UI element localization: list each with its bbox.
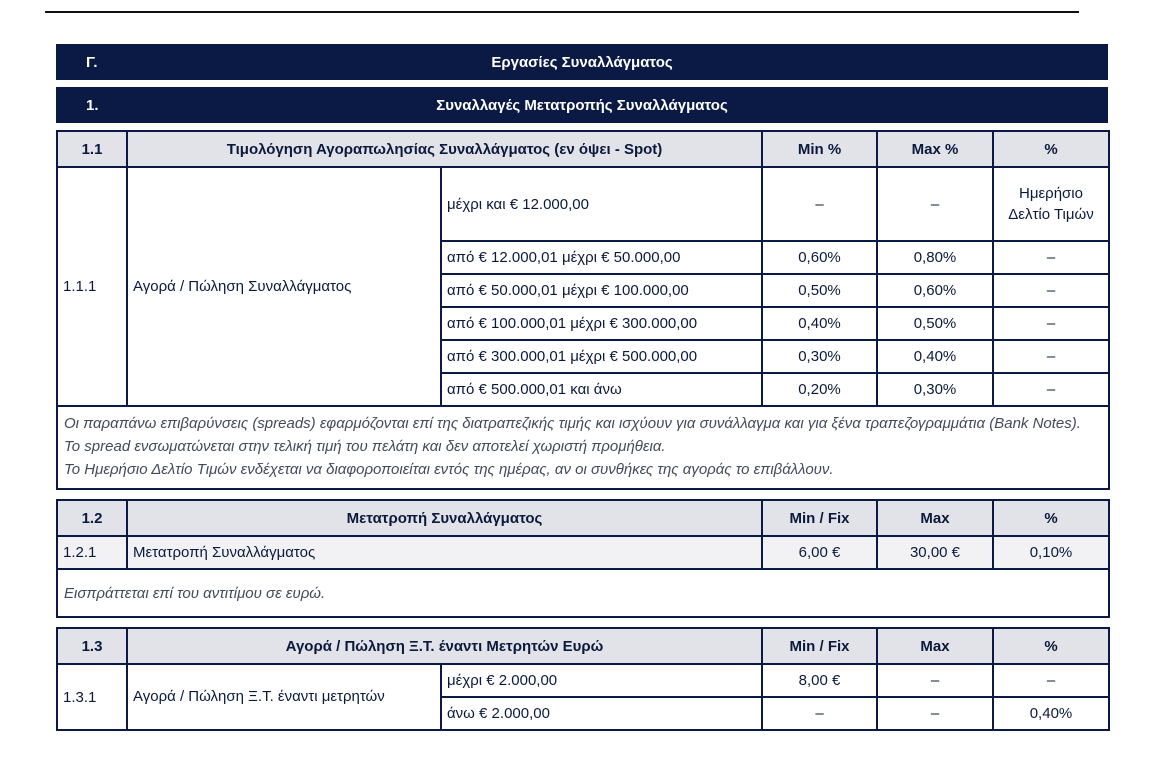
- table-1-1: [56, 130, 1110, 490]
- col-min: Min %: [762, 131, 877, 167]
- row-label: Μετατροπή Συναλλάγματος: [127, 536, 762, 569]
- row-code: 1.2.1: [57, 536, 127, 569]
- min-cell: 8,00 €: [762, 664, 877, 697]
- section-title: Συναλλαγές Μετατροπής Συναλλάγματος: [436, 96, 728, 114]
- table-row: [57, 664, 1109, 697]
- min-cell: –: [762, 697, 877, 730]
- row-label: Αγορά / Πώληση Ξ.Τ. έναντι μετρητών: [127, 664, 441, 730]
- table-row: [57, 536, 1109, 569]
- max-cell: 0,40%: [877, 340, 993, 373]
- notes-row: [57, 406, 1109, 489]
- pct-cell: –: [993, 664, 1109, 697]
- col-code: 1.1: [57, 131, 127, 167]
- min-cell: –: [762, 167, 877, 241]
- max-cell: 30,00 €: [877, 536, 993, 569]
- note-text: Το Ημερήσιο Δελτίο Τιμών ενδέχεται να διαφοροποιείται εντός της ημέρας, αν οι συνθήκες της αγοράς το επιβάλλουν.: [64, 461, 834, 478]
- col-pct: %: [993, 131, 1109, 167]
- min-cell: 0,50%: [762, 274, 877, 307]
- section-code: Γ.: [86, 53, 98, 71]
- notes-row: [57, 569, 1109, 617]
- min-cell: 0,40%: [762, 307, 877, 340]
- col-max: Max: [877, 500, 993, 536]
- table-header: [57, 628, 1109, 664]
- section-code: 1.: [86, 96, 99, 114]
- pct-cell: –: [993, 340, 1109, 373]
- max-cell: 0,30%: [877, 373, 993, 406]
- table-header: [57, 131, 1109, 167]
- range-cell: από € 12.000,01 μέχρι € 50.000,00: [441, 241, 762, 274]
- note-text: Εισπράττεται επί του αντιτίμου σε ευρώ.: [57, 569, 1109, 617]
- range-cell: μέχρι και € 12.000,00: [441, 167, 762, 241]
- pct-cell: Ημερήσιο Δελτίο Τιμών: [993, 167, 1109, 241]
- range-cell: μέχρι € 2.000,00: [441, 664, 762, 697]
- pct-cell: –: [993, 274, 1109, 307]
- pct-cell: 0,40%: [993, 697, 1109, 730]
- table-header: [57, 500, 1109, 536]
- col-title: Μετατροπή Συναλλάγματος: [127, 500, 762, 536]
- note-text: Οι παραπάνω επιβαρύνσεις (spreads) εφαρμόζονται επί της διατραπεζικής τιμής και ισχύουν για συνάλλαγμα και για ξένα τραπεζογραμμάτια (Bank Notes).: [64, 415, 1081, 432]
- section-header-c: [56, 44, 1108, 80]
- row-code: 1.3.1: [57, 664, 127, 730]
- pct-cell: –: [993, 373, 1109, 406]
- max-cell: –: [877, 664, 993, 697]
- col-title: Τιμολόγηση Αγοραπωλησίας Συναλλάγματος (εν όψει - Spot): [127, 131, 762, 167]
- section-header-1: [56, 87, 1108, 123]
- max-cell: –: [877, 697, 993, 730]
- col-title: Αγορά / Πώληση Ξ.Τ. έναντι Μετρητών Ευρώ: [127, 628, 762, 664]
- max-cell: 0,80%: [877, 241, 993, 274]
- col-pct: %: [993, 500, 1109, 536]
- section-title: Εργασίες Συναλλάγματος: [491, 53, 673, 71]
- max-cell: 0,50%: [877, 307, 993, 340]
- notes-cell: [57, 406, 1109, 489]
- max-cell: –: [877, 167, 993, 241]
- range-cell: άνω € 2.000,00: [441, 697, 762, 730]
- top-rule: [45, 11, 1079, 13]
- table-1-3: [56, 627, 1110, 731]
- range-cell: από € 500.000,01 και άνω: [441, 373, 762, 406]
- min-cell: 0,60%: [762, 241, 877, 274]
- range-cell: από € 100.000,01 μέχρι € 300.000,00: [441, 307, 762, 340]
- col-min: Min / Fix: [762, 628, 877, 664]
- min-cell: 6,00 €: [762, 536, 877, 569]
- pct-cell: 0,10%: [993, 536, 1109, 569]
- range-cell: από € 300.000,01 μέχρι € 500.000,00: [441, 340, 762, 373]
- row-code: 1.1.1: [57, 167, 127, 406]
- pct-cell: –: [993, 307, 1109, 340]
- col-code: 1.2: [57, 500, 127, 536]
- max-cell: 0,60%: [877, 274, 993, 307]
- min-cell: 0,20%: [762, 373, 877, 406]
- table-row: [57, 167, 1109, 241]
- row-label: Αγορά / Πώληση Συναλλάγματος: [127, 167, 441, 406]
- min-cell: 0,30%: [762, 340, 877, 373]
- note-text: Το spread ενσωματώνεται στην τελική τιμή του πελάτη και δεν αποτελεί χωριστή προμήθεια.: [64, 438, 666, 455]
- col-pct: %: [993, 628, 1109, 664]
- col-code: 1.3: [57, 628, 127, 664]
- col-min: Min / Fix: [762, 500, 877, 536]
- pct-cell: –: [993, 241, 1109, 274]
- col-max: Max: [877, 628, 993, 664]
- range-cell: από € 50.000,01 μέχρι € 100.000,00: [441, 274, 762, 307]
- table-1-2: [56, 499, 1110, 618]
- col-max: Max %: [877, 131, 993, 167]
- fee-schedule: [56, 44, 1108, 731]
